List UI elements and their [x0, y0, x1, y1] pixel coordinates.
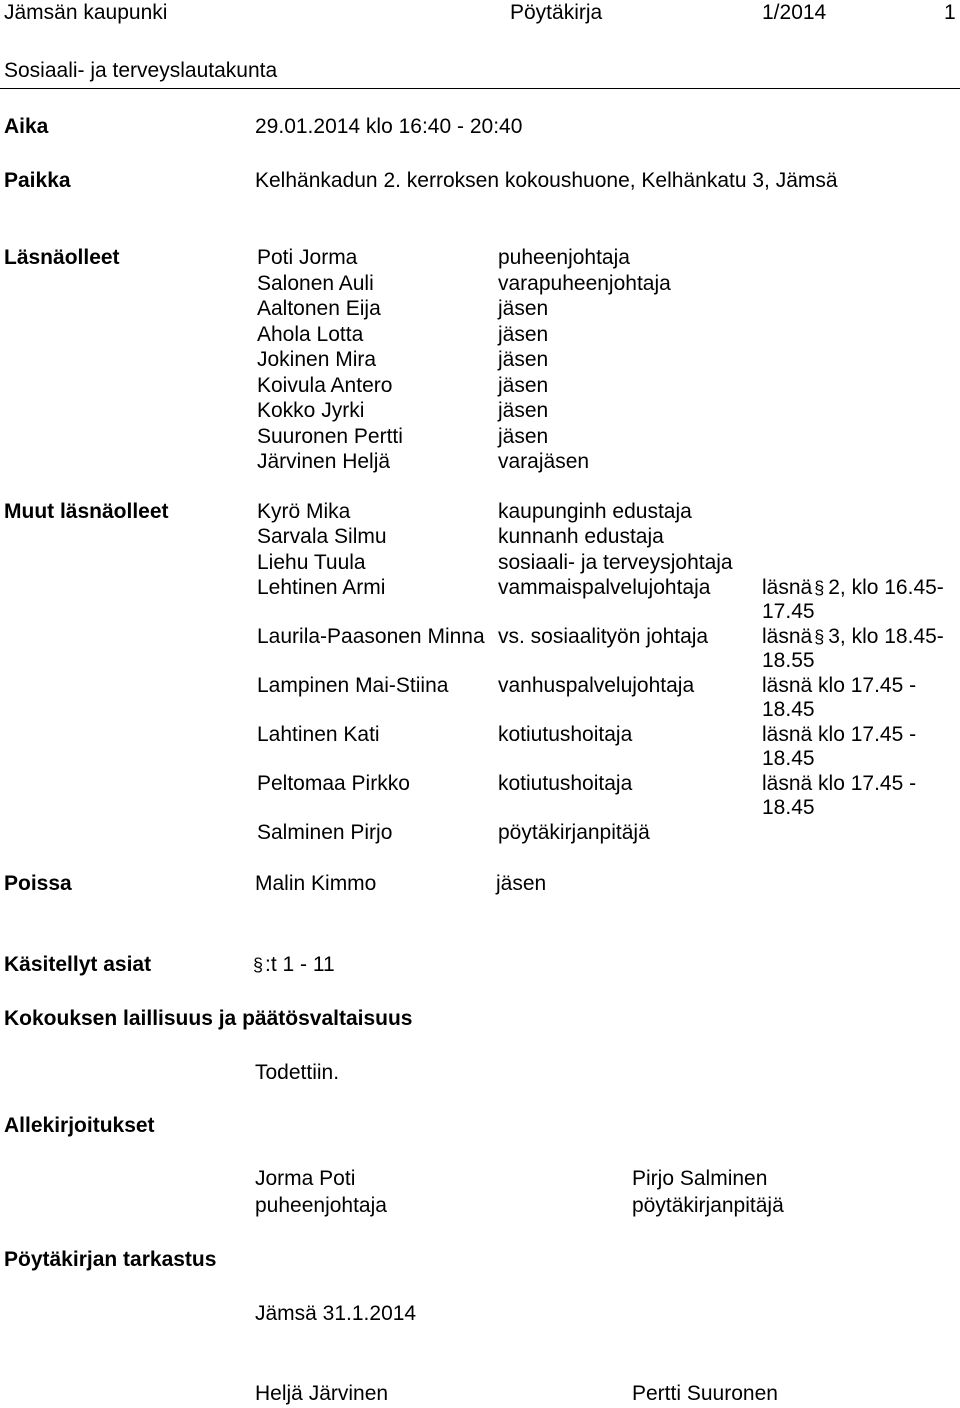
others-role: kotiutushoitaja [498, 723, 633, 746]
member-role: jäsen [498, 297, 549, 320]
section-sign-icon: § [253, 955, 264, 975]
matters-label: Käsitellyt asiat [4, 953, 152, 976]
signature-right-role: pöytäkirjanpitäjä [632, 1194, 784, 1217]
member-name: Poti Jorma [257, 246, 358, 269]
legality-label: Kokouksen laillisuus ja päätösvaltaisuus [4, 1007, 413, 1030]
legality-value: Todettiin. [255, 1061, 340, 1084]
matters-value [253, 952, 335, 978]
others-name: Lahtinen Kati [257, 723, 380, 746]
attendance-note [762, 576, 952, 624]
signature-left-name: Jorma Poti [255, 1167, 356, 1190]
review-left-name: Heljä Järvinen [255, 1382, 389, 1405]
member-name: Ahola Lotta [257, 323, 364, 346]
signature-right-name: Pirjo Salminen [632, 1167, 768, 1190]
present-label: Läsnäolleet [4, 246, 120, 269]
others-role: pöytäkirjanpitäjä [498, 821, 650, 844]
attendance-note: läsnä klo 17.45 - 18.45 [762, 772, 917, 819]
matters-range: :t 1 - 11 [265, 953, 335, 976]
others-name: Laurila-Paasonen Minna [257, 625, 485, 648]
absent-name: Malin Kimmo [255, 872, 377, 895]
member-role: jäsen [498, 348, 549, 371]
member-role: jäsen [498, 425, 549, 448]
place-label: Paikka [4, 169, 71, 192]
committee-name: Sosiaali- ja terveyslautakunta [4, 59, 278, 82]
attendance-note [762, 625, 952, 673]
note-present: läsnä [762, 625, 813, 648]
others-role: kotiutushoitaja [498, 772, 633, 795]
member-role: varajäsen [498, 450, 590, 473]
page-number: 1 [944, 1, 956, 24]
time-label: Aika [4, 115, 49, 138]
attendance-note: läsnä klo 17.45 - 18.45 [762, 674, 917, 721]
attendance-note: läsnä klo 17.45 - 18.45 [762, 723, 917, 770]
others-name: Liehu Tuula [257, 551, 366, 574]
member-name: Suuronen Pertti [257, 425, 403, 448]
others-role: vs. sosiaalityön johtaja [498, 625, 709, 648]
member-name: Salonen Auli [257, 272, 374, 295]
review-right-name: Pertti Suuronen [632, 1382, 778, 1405]
absent-label: Poissa [4, 872, 72, 895]
others-role: sosiaali- ja terveysjohtaja [498, 551, 733, 574]
time-value: 29.01.2014 klo 16:40 - 20:40 [255, 115, 523, 138]
member-name: Kokko Jyrki [257, 399, 365, 422]
others-name: Lehtinen Armi [257, 576, 386, 599]
review-place-date: Jämsä 31.1.2014 [255, 1302, 417, 1325]
signature-left-role: puheenjohtaja [255, 1194, 387, 1217]
member-name: Koivula Antero [257, 374, 393, 397]
org-name: Jämsän kaupunki [4, 1, 168, 24]
header-divider [0, 88, 960, 89]
review-label: Pöytäkirjan tarkastus [4, 1248, 217, 1271]
signatures-label: Allekirjoitukset [4, 1114, 155, 1137]
others-role: vammaispalvelujohtaja [498, 576, 711, 599]
doc-type: Pöytäkirja [510, 1, 603, 24]
absent-role: jäsen [496, 872, 547, 895]
others-name: Salminen Pirjo [257, 821, 393, 844]
member-name: Aaltonen Eija [257, 297, 381, 320]
others-name: Peltomaa Pirkko [257, 772, 410, 795]
note-time: 3, klo 18.45-18.55 [762, 625, 944, 672]
others-name: Kyrö Mika [257, 500, 351, 523]
section-sign-icon: § [814, 627, 825, 647]
member-role: jäsen [498, 323, 549, 346]
member-role: varapuheenjohtaja [498, 272, 671, 295]
place-value: Kelhänkadun 2. kerroksen kokoushuone, Kelhänkatu 3, Jämsä [255, 169, 838, 192]
others-role: vanhuspalvelujohtaja [498, 674, 695, 697]
member-role: jäsen [498, 374, 549, 397]
member-role: jäsen [498, 399, 549, 422]
note-present: läsnä [762, 576, 813, 599]
note-time: 2, klo 16.45-17.45 [762, 576, 944, 623]
member-name: Jokinen Mira [257, 348, 377, 371]
member-name: Järvinen Heljä [257, 450, 391, 473]
others-label: Muut läsnäolleet [4, 500, 169, 523]
member-role: puheenjohtaja [498, 246, 630, 269]
others-role: kunnanh edustaja [498, 525, 664, 548]
others-role: kaupunginh edustaja [498, 500, 692, 523]
doc-number: 1/2014 [762, 1, 827, 24]
others-name: Sarvala Silmu [257, 525, 387, 548]
others-name: Lampinen Mai-Stiina [257, 674, 449, 697]
section-sign-icon: § [814, 578, 825, 598]
